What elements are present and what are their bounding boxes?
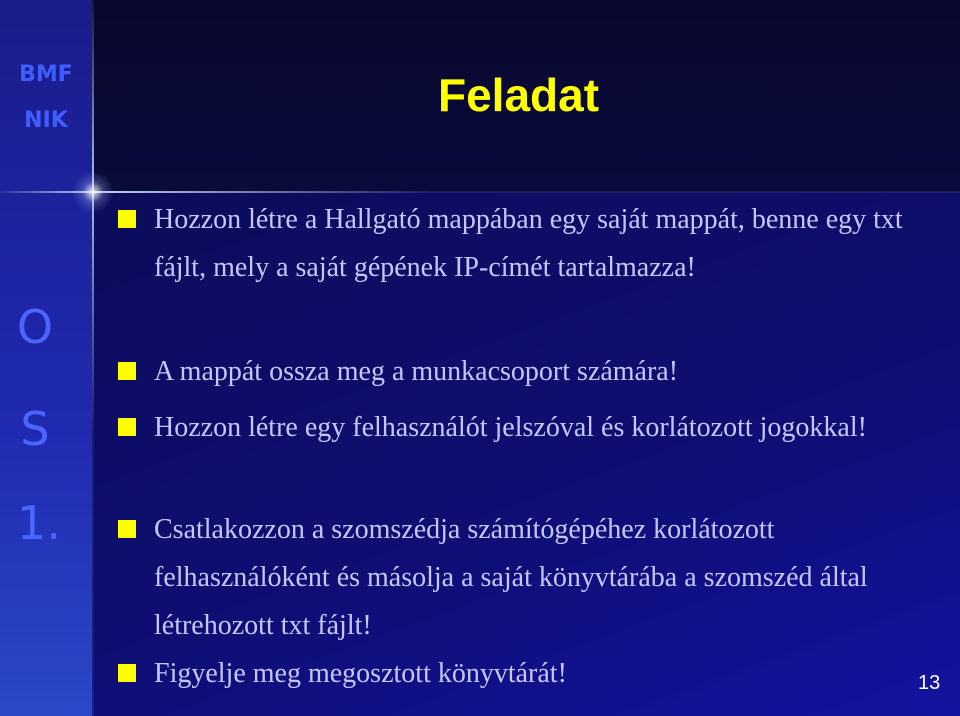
sparkle-icon [72, 171, 114, 213]
logo-line-2: NIK [24, 108, 68, 133]
side-letter-1: 1. [17, 496, 61, 550]
bullet-item [118, 196, 948, 292]
bullet-item [118, 348, 948, 396]
bullet-item [118, 404, 948, 452]
bullet-square-icon [118, 210, 136, 228]
bullet-text: Csatlakozzon a szomszédja számítógépéhez korlátozott felhasználóként és másolja a saját könyvtárába a szomszéd által létrehozott txt fájlt! [154, 514, 868, 641]
bullet-square-icon [118, 664, 136, 682]
side-letter-s: S [20, 402, 50, 456]
slide-title: Feladat [438, 69, 600, 121]
page-number: 13 [918, 672, 941, 694]
bullet-text: Hozzon létre a Hallgató mappában egy saját mappát, benne egy txt fájlt, mely a saját gépének IP-címét tartalmazza! [154, 204, 903, 283]
bullet-item [118, 506, 948, 650]
vertical-accent-line [92, 0, 94, 716]
bullet-item [118, 650, 948, 698]
horizontal-accent-line [0, 191, 960, 193]
bullet-text: A mappát ossza meg a munkacsoport számára! [154, 356, 679, 387]
institution-logo [6, 60, 86, 136]
bullet-text: Figyelje meg megosztott könyvtárát! [154, 658, 567, 689]
side-letter-o: O [16, 300, 54, 354]
bullet-square-icon [118, 418, 136, 436]
bullet-square-icon [118, 520, 136, 538]
bullet-text: Hozzon létre egy felhasználót jelszóval és korlátozott jogokkal! [154, 412, 867, 443]
logo-line-1: BMF [19, 62, 73, 87]
bullet-square-icon [118, 362, 136, 380]
